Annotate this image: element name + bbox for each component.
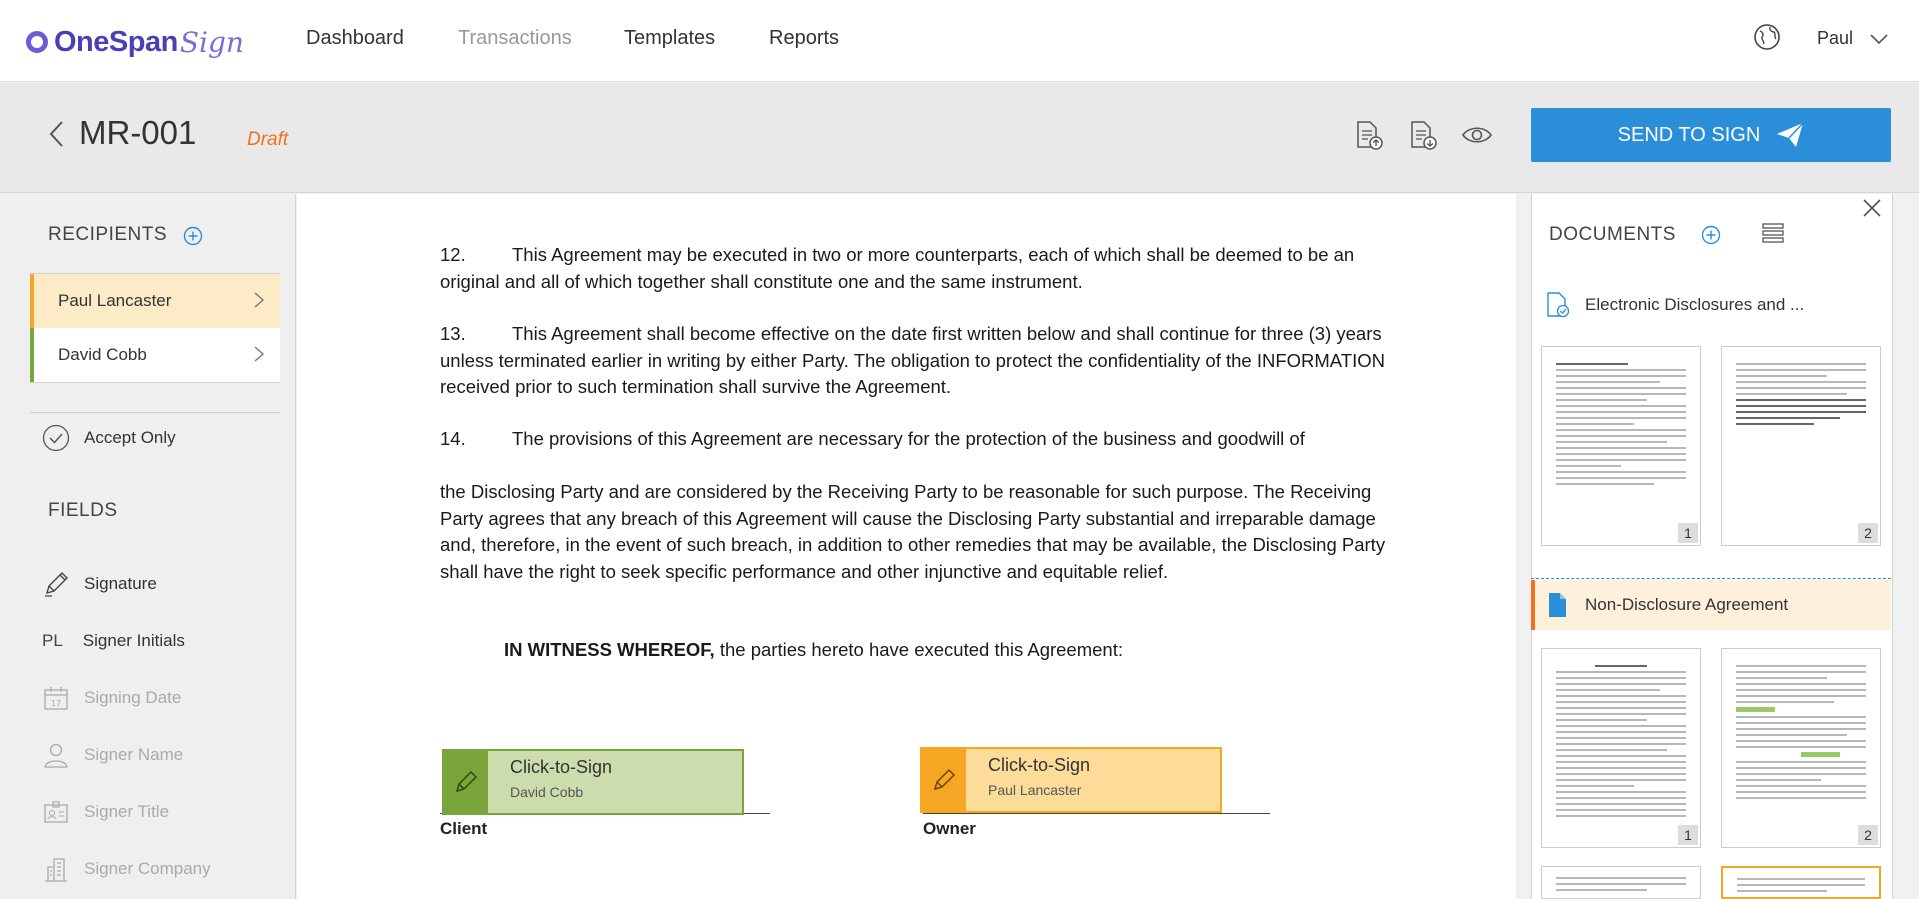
upload-document-icon[interactable] [1352, 119, 1384, 151]
document-thumbnail[interactable] [1541, 346, 1701, 546]
nav-reports[interactable]: Reports [769, 27, 840, 49]
divider [30, 412, 280, 413]
signer-name: Paul Lancaster [988, 782, 1082, 798]
user-menu-name[interactable]: Paul [1817, 28, 1854, 48]
drop-indicator [1531, 578, 1891, 579]
chevron-right-icon [252, 290, 266, 310]
chevron-right-icon [252, 344, 266, 364]
page-preview-lines [1737, 878, 1865, 896]
paper-plane-icon [1776, 122, 1804, 148]
id-card-icon [42, 798, 70, 826]
logo-text-sign: Sign [179, 25, 244, 59]
owner-caption: Owner [923, 819, 976, 838]
pen-icon [42, 570, 70, 598]
paragraph-text: This Agreement shall become effective on the date first written below and shall continue for three (3) years unless terminated earlier in writing by either Party. The obligation to protect the confidentiality of the INFORMATION received prior to such termination shall survive the Agreement. [440, 323, 1385, 397]
check-circle-icon [42, 424, 70, 452]
left-sidebar [0, 194, 296, 899]
witness-line [504, 639, 1123, 661]
paragraph-text: The provisions of this Agreement are necessary for the protection of the business and goodwill of [512, 428, 1305, 449]
field-signer-title[interactable] [42, 796, 169, 828]
nav-templates[interactable]: Templates [624, 27, 716, 49]
paragraph-13 [440, 321, 1390, 401]
divider [30, 382, 280, 383]
document-thumbnail[interactable] [1721, 866, 1881, 899]
recipient-color-bar [30, 274, 34, 328]
field-signing-date[interactable] [42, 682, 181, 714]
field-label: Signer Initials [82, 631, 185, 650]
page-preview-lines [1736, 665, 1866, 803]
add-document-icon[interactable] [1701, 225, 1721, 245]
recipient-name: David Cobb [58, 345, 147, 364]
document-name: Electronic Disclosures and ... [1585, 295, 1805, 314]
witness-bold: IN WITNESS WHEREOF, [504, 639, 715, 660]
document-item-non-disclosure-agreement[interactable] [1531, 580, 1891, 630]
page-preview-lines [1556, 665, 1686, 821]
add-recipient-icon[interactable] [183, 226, 203, 246]
paragraph-number: 12. [440, 244, 466, 265]
click-to-sign-label: Click-to-Sign [510, 757, 613, 777]
paragraph-number: 13. [440, 323, 466, 344]
document-viewer[interactable] [297, 194, 1516, 899]
accept-only-label: Accept Only [84, 428, 176, 447]
send-to-sign-button[interactable] [1531, 108, 1891, 162]
document-item-electronic-disclosures[interactable] [1531, 280, 1891, 330]
list-view-icon[interactable] [1762, 222, 1784, 244]
back-chevron-icon[interactable] [46, 119, 66, 149]
paragraph-12 [440, 242, 1390, 295]
document-thumbnail[interactable] [1541, 648, 1701, 848]
logo-text-one: OneSpan [54, 25, 178, 58]
recipient-color-bar [30, 328, 34, 382]
initials-icon: PL [42, 631, 63, 650]
field-signer-initials[interactable] [42, 625, 185, 657]
field-label: Signing Date [84, 688, 182, 707]
selected-indicator [1531, 580, 1535, 630]
field-label: Signer Title [84, 802, 170, 821]
field-label: Signature [84, 574, 157, 593]
recipient-paul-lancaster[interactable] [30, 274, 280, 328]
preview-eye-icon[interactable] [1461, 119, 1493, 151]
onespan-sign-logo[interactable] [26, 22, 244, 62]
paragraph-text: This Agreement may be executed in two or more counterparts, each of which shall be deemed to be an original and all of which together shall constitute one and the same instrument. [440, 244, 1355, 292]
svg-text:17: 17 [51, 699, 62, 708]
page-title: MR-001 [79, 114, 197, 151]
signature-field-paul-lancaster[interactable] [920, 747, 1222, 813]
client-caption: Client [440, 819, 488, 838]
page-preview-lines [1556, 877, 1686, 895]
field-label: Signer Name [84, 745, 184, 764]
document-thumbnail[interactable] [1721, 648, 1881, 848]
recipients-title: RECIPIENTS [48, 224, 168, 245]
recipient-david-cobb[interactable] [30, 328, 280, 382]
accept-only-option[interactable] [42, 422, 176, 454]
page-preview-lines [1556, 363, 1686, 489]
nav-transactions[interactable]: Transactions [458, 27, 572, 49]
page-number: 2 [1858, 523, 1878, 543]
building-icon [42, 855, 70, 883]
calendar-icon [42, 684, 70, 712]
signer-name: David Cobb [510, 784, 584, 800]
transaction-header [0, 83, 1919, 193]
documents-title: DOCUMENTS [1549, 224, 1676, 245]
status-badge: Draft [247, 129, 289, 150]
owner-signature-line [923, 813, 1270, 814]
globe-icon[interactable] [1752, 22, 1782, 52]
page-preview-lines [1736, 363, 1866, 429]
nav-dashboard[interactable]: Dashboard [306, 27, 404, 49]
field-signature[interactable] [42, 568, 157, 600]
page-number: 2 [1858, 825, 1878, 845]
recipient-name: Paul Lancaster [58, 291, 172, 310]
click-to-sign-label: Click-to-Sign [988, 755, 1091, 775]
top-navigation [0, 0, 1919, 82]
paragraph-number: 14. [440, 428, 466, 449]
field-signer-company[interactable] [42, 853, 211, 885]
person-icon [42, 741, 70, 769]
pen-icon [922, 749, 966, 811]
document-thumbnail[interactable] [1541, 866, 1701, 899]
logo-mark-icon [26, 31, 48, 53]
fields-title: FIELDS [48, 500, 118, 521]
pen-icon [444, 751, 488, 813]
page-number: 1 [1678, 523, 1698, 543]
page-number: 1 [1678, 825, 1698, 845]
field-label: Signer Company [84, 859, 211, 878]
chevron-down-icon[interactable] [1868, 28, 1890, 50]
signature-field-david-cobb[interactable] [442, 749, 744, 815]
close-icon[interactable] [1861, 197, 1883, 219]
send-to-sign-label: SEND TO SIGN [1617, 123, 1761, 146]
document-icon [1545, 591, 1571, 619]
field-signer-name[interactable] [42, 739, 183, 771]
download-document-icon[interactable] [1406, 119, 1438, 151]
witness-text: the parties hereto have executed this Agreement: [714, 639, 1123, 660]
document-thumbnail[interactable] [1721, 346, 1881, 546]
paragraph-14 [440, 426, 1390, 453]
document-name: Non-Disclosure Agreement [1585, 595, 1789, 614]
paragraph-14-continued: the Disclosing Party and are considered by the Receiving Party to be reasonable for such purpose. The Receiving Party agrees that any breach of this Agreement will cause the Disclosing Party substantial and irreparable damage and, therefore, in the event of such breach, in addition to other remedies that may be available, the Disclosing Party shall have the right to seek specific performance and other injunctive and equitable relief. [440, 481, 1386, 582]
document-check-icon [1545, 291, 1571, 319]
